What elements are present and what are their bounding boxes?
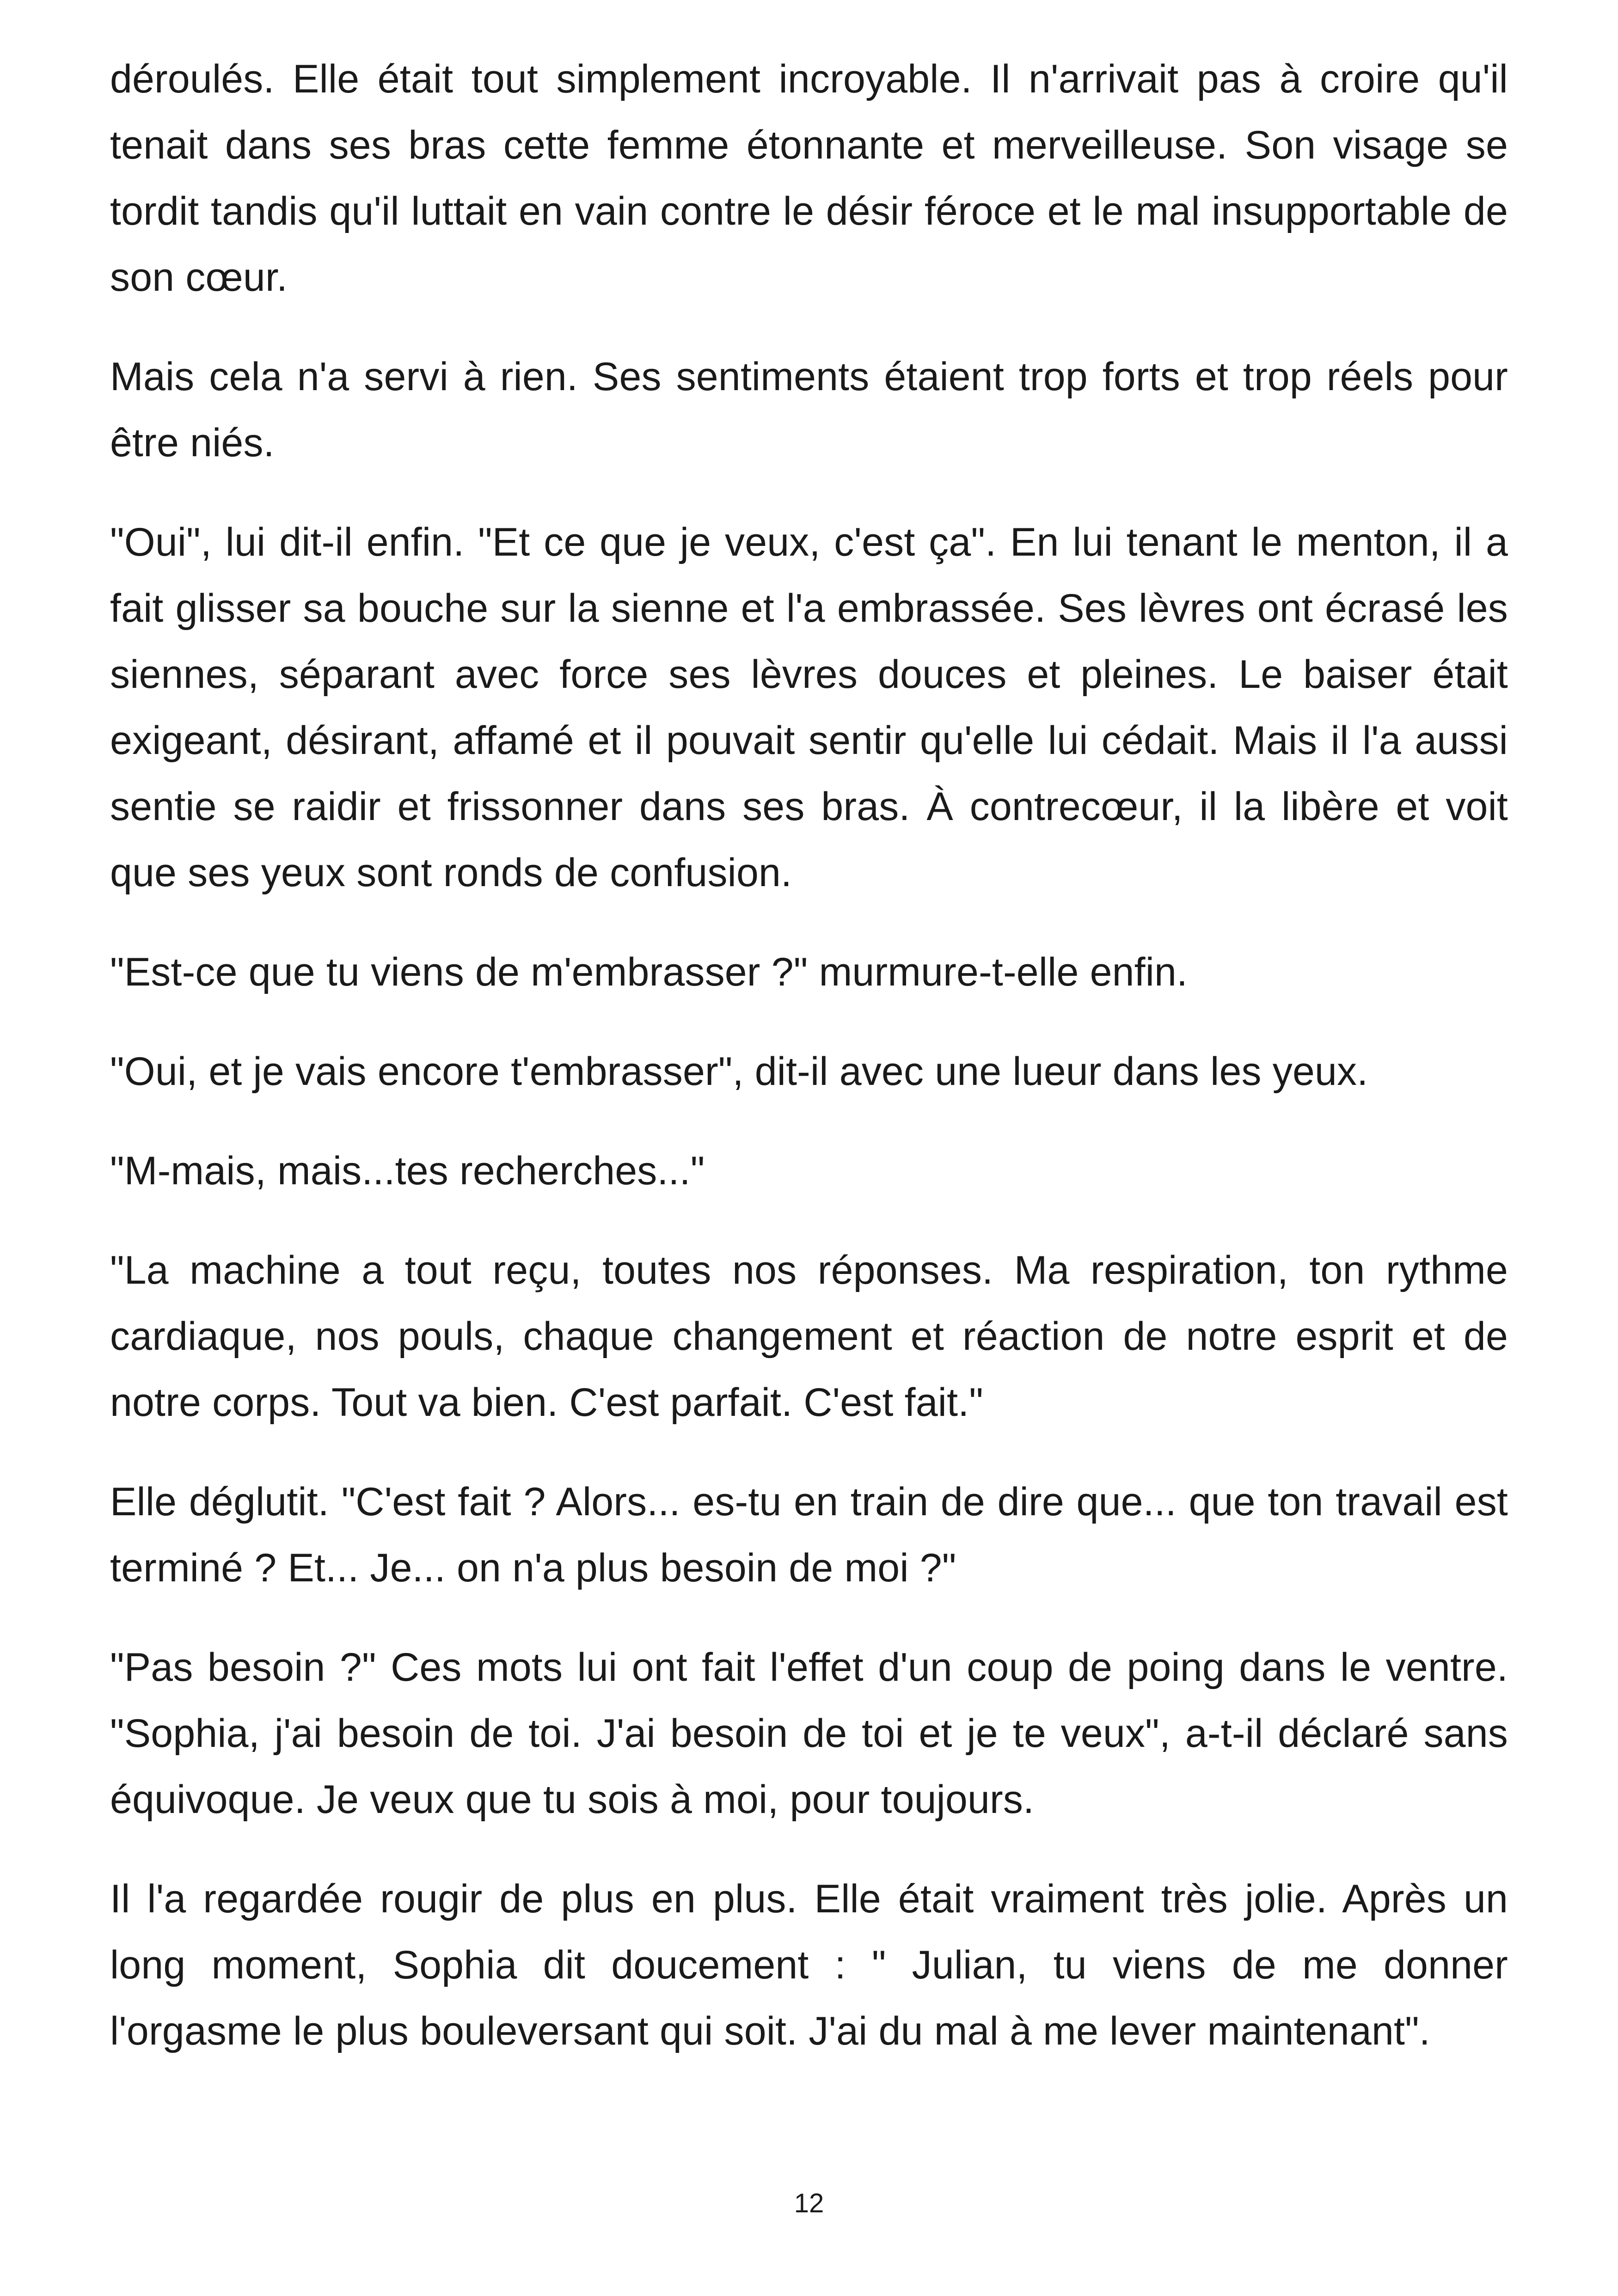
paragraph: "La machine a tout reçu, toutes nos réponses. Ma respiration, ton rythme cardiaque, nos pouls, chaque changement et réaction de notre esprit et de notre corps. Tout va bien. C'est parfait. C'est fait." xyxy=(110,1248,1508,1425)
body-text xyxy=(110,46,1508,2098)
paragraph: déroulés. Elle était tout simplement incroyable. Il n'arrivait pas à croire qu'il tenait dans ses bras cette femme étonnante et merveilleuse. Son visage se tordit tandis qu'il luttait en vain contre le désir féroce et le mal insupportable de son cœur. xyxy=(110,57,1508,300)
paragraph: "Pas besoin ?" Ces mots lui ont fait l'effet d'un coup de poing dans le ventre. "Sophia, j'ai besoin de toi. J'ai besoin de toi et je te veux", a-t-il déclaré sans équivoque. Je veux que tu sois à moi, pour toujours. xyxy=(110,1645,1508,1822)
paragraph: Elle déglutit. "C'est fait ? Alors... es-tu en train de dire que... que ton travail est terminé ? Et... Je... on n'a plus besoin de moi ?" xyxy=(110,1480,1508,1590)
paragraph: "M-mais, mais...tes recherches..." xyxy=(110,1149,705,1193)
paragraph: "Oui, et je vais encore t'embrasser", dit-il avec une lueur dans les yeux. xyxy=(110,1049,1368,1094)
page-number: 12 xyxy=(794,2188,824,2218)
paragraph: "Oui", lui dit-il enfin. "Et ce que je veux, c'est ça". En lui tenant le menton, il a fait glisser sa bouche sur la sienne et l'a embrassée. Ses lèvres ont écrasé les siennes, séparant avec force ses lèvres douces et pleines. Le baiser était exigeant, désirant, affamé et il pouvait sentir qu'elle lui cédait. Mais il l'a aussi sentie se raidir et frissonner dans ses bras. À contrecœur, il la libère et voit que ses yeux sont ronds de confusion. xyxy=(110,520,1508,895)
paragraph: Mais cela n'a servi à rien. Ses sentiments étaient trop forts et trop réels pour être niés. xyxy=(110,355,1508,465)
paragraph: "Est-ce que tu viens de m'embrasser ?" murmure-t-elle enfin. xyxy=(110,950,1188,994)
paragraph: Il l'a regardée rougir de plus en plus. Elle était vraiment très jolie. Après un long moment, Sophia dit doucement : " Julian, tu viens de me donner l'orgasme le plus bouleversant qui soit. J'ai du mal à me lever maintenant". xyxy=(110,1877,1508,2053)
